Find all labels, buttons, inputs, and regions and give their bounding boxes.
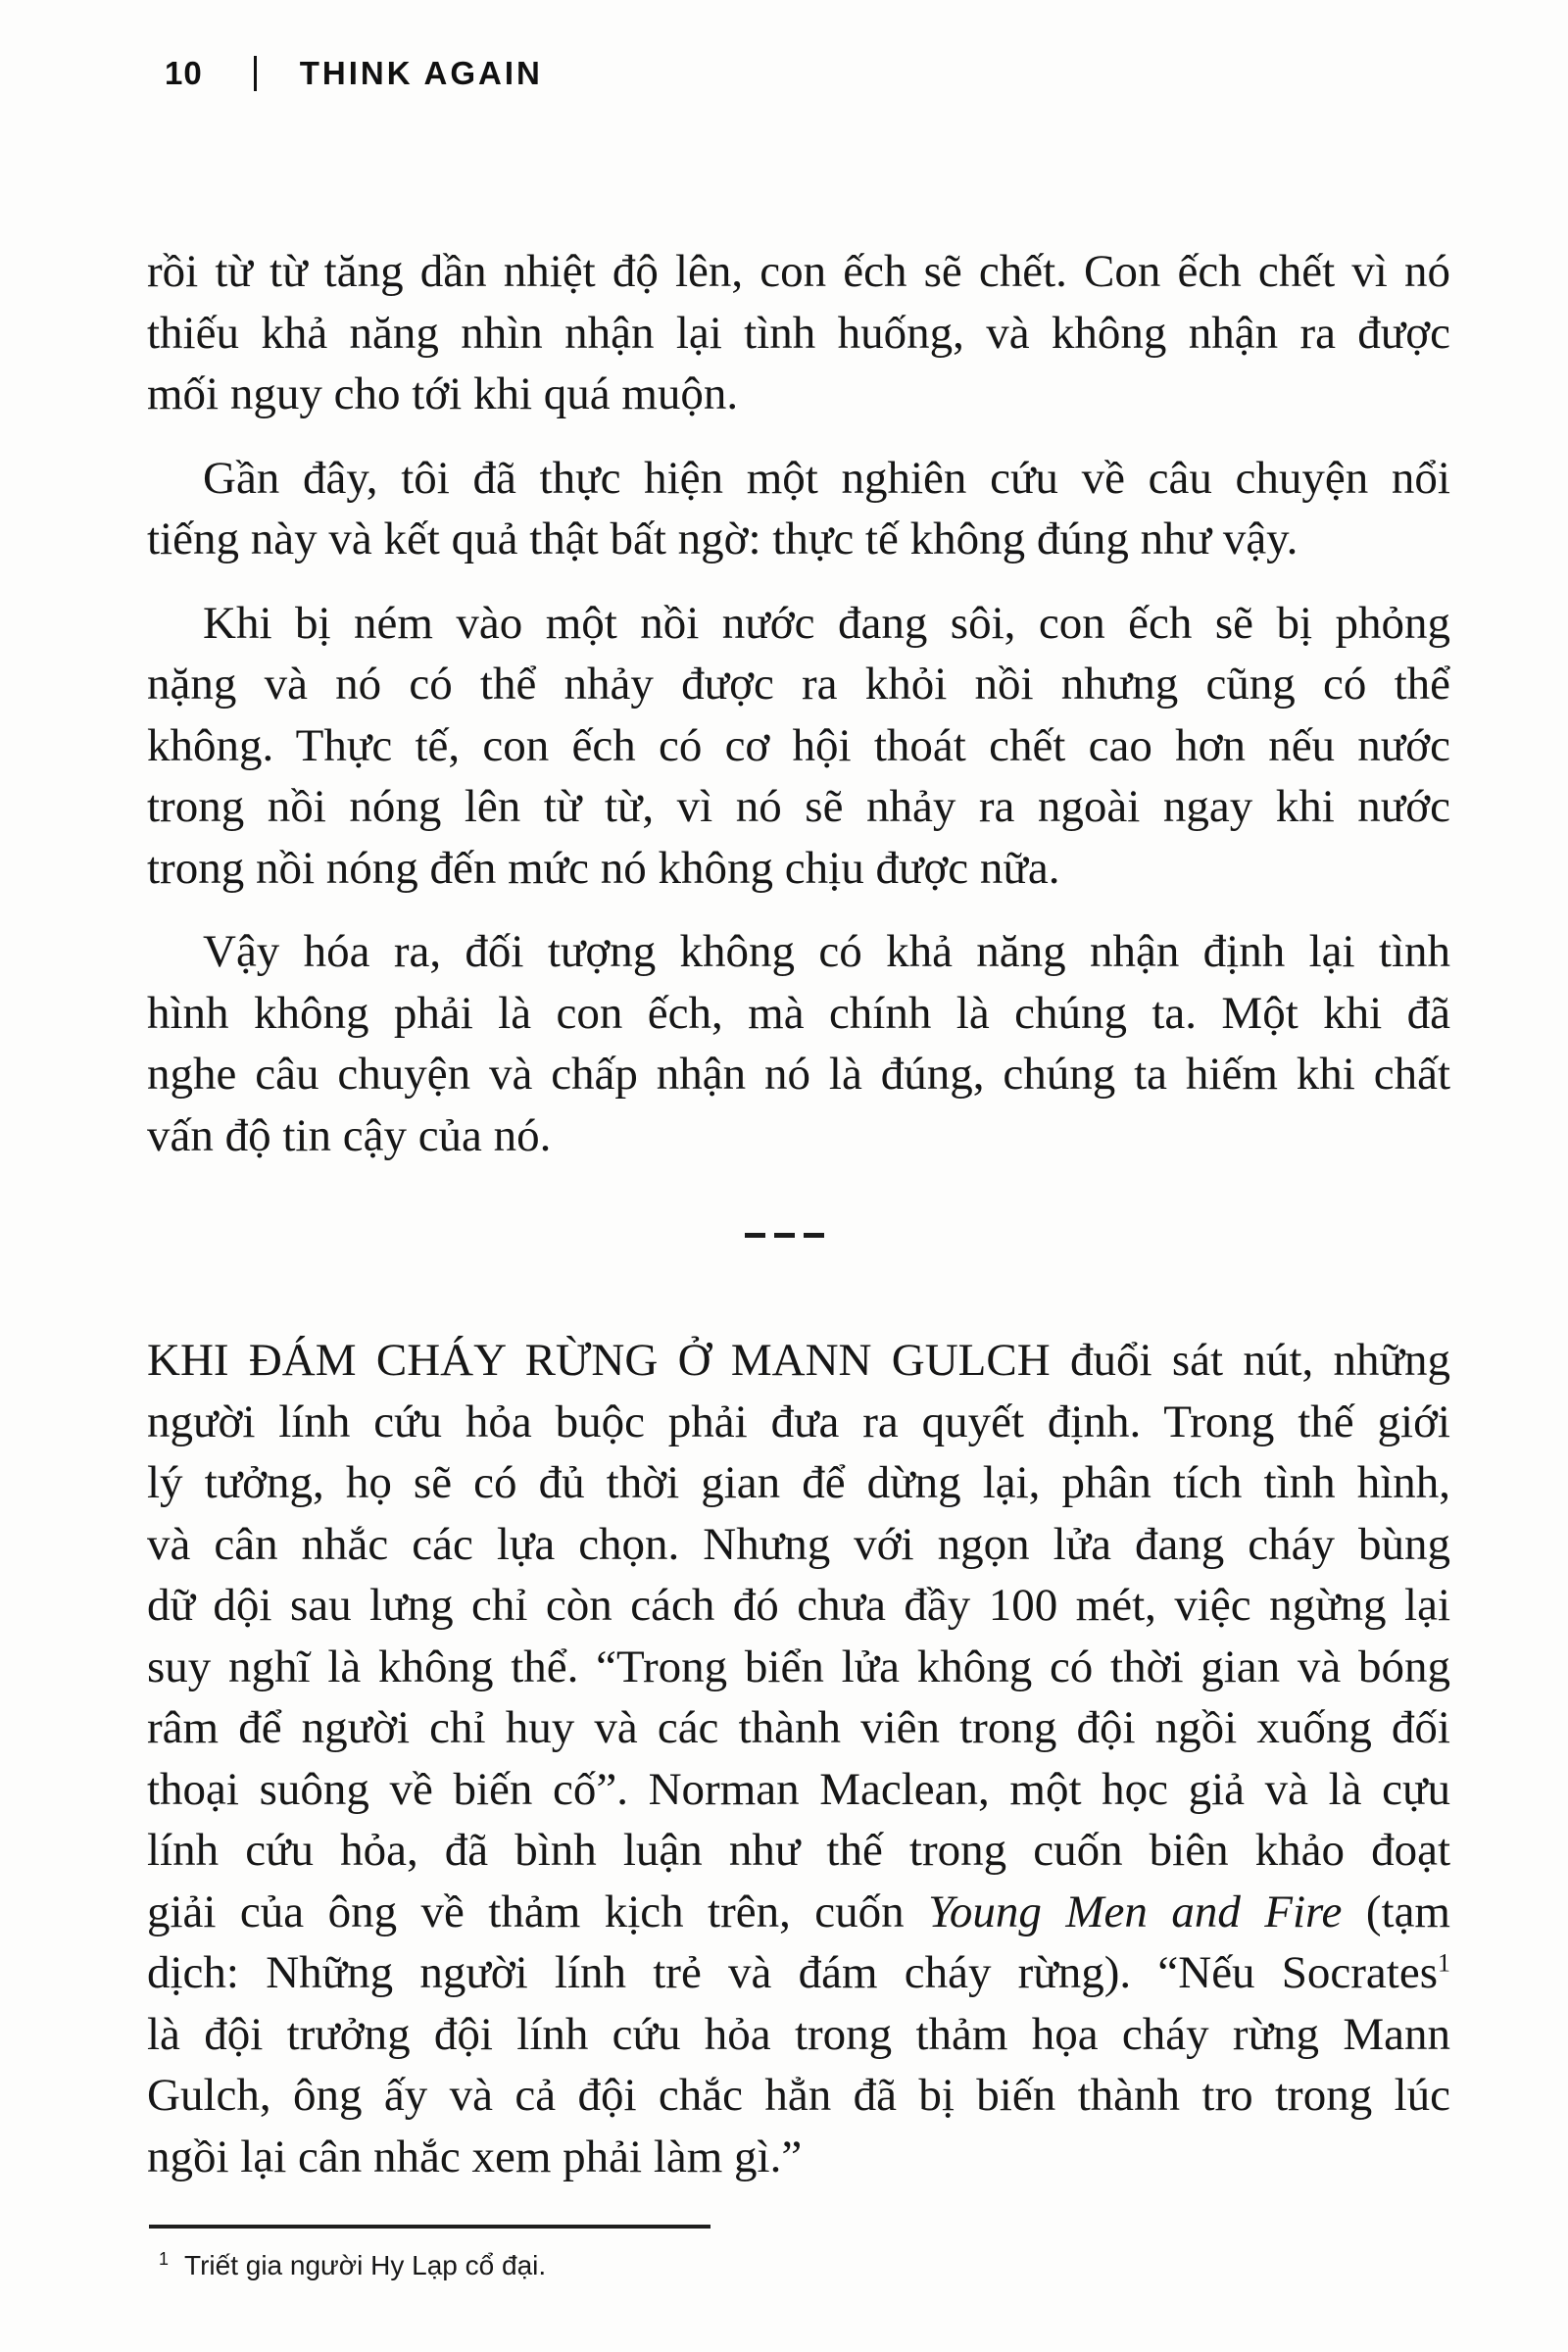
text-line: tiếng này và kết quả thật bất ngờ: thực tế không đúng như vậy.: [147, 514, 1298, 564]
text-segment: giải của ông về thảm kịch trên, cuốn: [147, 1886, 929, 1937]
paragraph-boiling-pot: [147, 593, 1450, 900]
header-divider: [254, 56, 257, 91]
page-header: [165, 55, 543, 92]
footnote-reference: 1: [1438, 1948, 1450, 1978]
text-line: suy nghĩ là không thể. “Trong biển lửa không có thời gian và bóng: [147, 1641, 1450, 1692]
paragraph-recent-study: [147, 448, 1450, 570]
text-segment: (tạm: [1342, 1886, 1450, 1937]
text-line: nghe câu chuyện và chấp nhận nó là đúng, chúng ta hiếm khi chất: [147, 1049, 1450, 1100]
text-line: Vậy hóa ra, đối tượng không có khả năng nhận định lại tình: [203, 926, 1450, 977]
footnote-marker: 1: [159, 2248, 170, 2269]
text-line: hình không phải là con ếch, mà chính là chúng ta. Một khi đã: [147, 987, 1450, 1039]
separator-dash: [745, 1233, 765, 1238]
text-line: Gulch, ông ấy và cả đội chắc hẳn đã bị biến thành tro trong lúc: [147, 2070, 1450, 2121]
body-text: [147, 241, 1450, 1189]
text-line: không. Thực tế, con ếch có cơ hội thoát chết cao hơn nếu nước: [147, 719, 1450, 771]
text-line: dữ dội sau lưng chỉ còn cách đó chưa đầy 100 mét, việc ngừng lại: [147, 1580, 1450, 1631]
text-line: người lính cứu hỏa buộc phải đưa ra quyết định. Trong thế giới: [147, 1396, 1450, 1447]
mann-gulch-section: [147, 1330, 1450, 2187]
text-line: và cân nhắc các lựa chọn. Nhưng với ngọn lửa đang cháy bùng: [147, 1518, 1450, 1570]
text-line: thoại suông về biến cố”. Norman Maclean, một học giả và là cựu: [147, 1763, 1450, 1815]
paragraph-its-us: [147, 921, 1450, 1166]
text-line: lý tưởng, họ sẽ có đủ thời gian để dừng lại, phân tích tình hình,: [147, 1457, 1450, 1508]
text-line: rồi từ từ tăng dần nhiệt độ lên, con ếch sẽ chết. Con ếch chết vì nó: [147, 246, 1450, 297]
book-title: THINK AGAIN: [299, 55, 543, 91]
text-line: râm để người chỉ huy và các thành viên trong đội ngồi xuống đối: [147, 1702, 1450, 1753]
text-line: ngồi lại cân nhắc xem phải làm gì.”: [147, 2131, 803, 2182]
paragraph-frog-dies: [147, 241, 1450, 425]
text-segment: dịch: Những người lính trẻ và đám cháy rừng). “Nếu Socrates: [147, 1947, 1438, 1998]
text-line: trong nồi nóng lên từ từ, vì nó sẽ nhảy ra ngoài ngay khi nước: [147, 781, 1450, 832]
text-line-with-book-title: [147, 1882, 1450, 1943]
section-separator: [0, 1233, 1568, 1238]
text-line: mối nguy cho tới khi quá muộn.: [147, 368, 739, 419]
text-line: KHI ĐÁM CHÁY RỪNG Ở MANN GULCH đuổi sát nút, những: [147, 1335, 1450, 1386]
separator-dash: [804, 1233, 824, 1238]
text-line: lính cứu hỏa, đã bình luận như thế trong cuốn biên khảo đoạt: [147, 1825, 1450, 1876]
separator-dash: [774, 1233, 795, 1238]
text-line: nặng và nó có thể nhảy được ra khỏi nồi nhưng cũng có thể: [147, 659, 1450, 710]
footnote-text: Triết gia người Hy Lạp cổ đại.: [184, 2250, 547, 2280]
text-line: thiếu khả năng nhìn nhận lại tình huống, và không nhận ra được: [147, 307, 1450, 359]
text-line-with-footnote-ref: [147, 1942, 1450, 2004]
text-line: vấn độ tin cậy của nó.: [147, 1109, 552, 1161]
book-title-italic: Young Men and Fire: [928, 1886, 1343, 1937]
footnote-rule: [149, 2225, 710, 2229]
text-line: Gần đây, tôi đã thực hiện một nghiên cứu về câu chuyện nổi: [203, 452, 1450, 504]
text-line: là đội trưởng đội lính cứu hỏa trong thảm họa cháy rừng Mann: [147, 2008, 1450, 2060]
text-line: trong nồi nóng đến mức nó không chịu được nữa.: [147, 842, 1060, 894]
page-number: 10: [165, 55, 203, 91]
text-line: Khi bị ném vào một nồi nước đang sôi, con ếch sẽ bị phỏng: [203, 597, 1450, 649]
footnote: [159, 2248, 546, 2283]
